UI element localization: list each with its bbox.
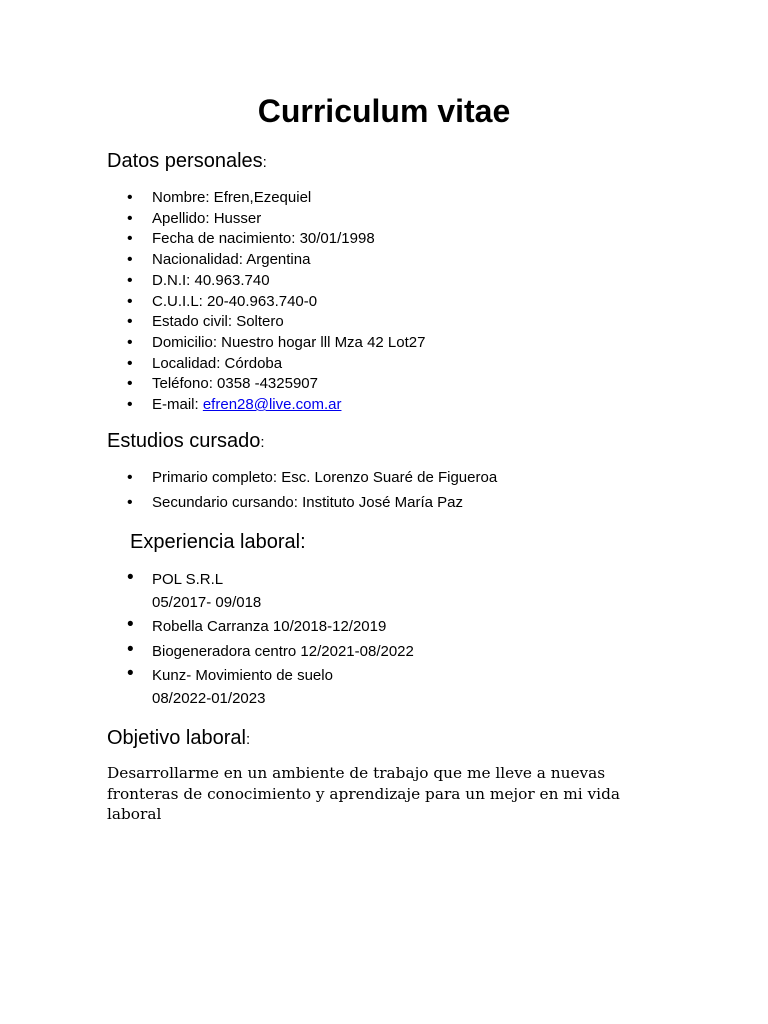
objective-heading-text: Objetivo laboral bbox=[107, 727, 246, 749]
list-item-fecha-nacimiento: • Fecha de nacimiento: 30/01/1998 bbox=[107, 229, 425, 250]
heading-colon: : bbox=[245, 731, 251, 748]
personal-data-list bbox=[107, 188, 425, 416]
list-item-email bbox=[107, 395, 425, 416]
list-item-localidad: • Localidad: Córdoba bbox=[107, 354, 425, 375]
personal-heading-text: Datos personales bbox=[107, 150, 263, 172]
section-heading-objective bbox=[107, 726, 250, 752]
list-item-telefono: • Teléfono: 0358 -4325907 bbox=[107, 374, 425, 395]
objective-paragraph: Desarrollarme en un ambiente de trabajo que me lleve a nuevas fronteras de conocimiento y aprendizaje para un mejor en mi vida laboral bbox=[107, 764, 620, 824]
section-heading-personal bbox=[107, 149, 267, 175]
experience-employer: • Kunz- Movimiento de suelo bbox=[152, 667, 333, 684]
section-heading-studies bbox=[107, 429, 265, 455]
experience-item bbox=[107, 569, 414, 614]
list-item-primario: • Primario completo: Esc. Lorenzo Suaré de Figueroa bbox=[107, 468, 497, 488]
list-item-apellido: • Apellido: Husser bbox=[107, 209, 425, 230]
experience-dates: 05/2017- 09/018 bbox=[152, 593, 262, 611]
list-item-dni: • D.N.I: 40.963.740 bbox=[107, 271, 425, 292]
section-heading-experience: Experiencia laboral: bbox=[130, 531, 306, 553]
email-link[interactable]: efren28@live.com.ar bbox=[202, 396, 342, 414]
list-item-domicilio: • Domicilio: Nuestro hogar lll Mza 42 Lot27 bbox=[107, 333, 425, 354]
experience-item bbox=[107, 665, 414, 710]
experience-item bbox=[107, 641, 414, 664]
studies-heading-text: Estudios cursado bbox=[107, 430, 261, 452]
experience-employer: • Biogeneradora centro 12/2021-08/2022 bbox=[152, 642, 414, 660]
experience-list bbox=[107, 569, 414, 712]
email-label: E-mail: bbox=[152, 396, 203, 414]
document-title: Curriculum vitae bbox=[257, 93, 511, 129]
list-item-cuil: • C.U.I.L: 20-40.963.740-0 bbox=[107, 292, 425, 313]
experience-employer: • Robella Carranza 10/2018-12/2019 bbox=[152, 618, 387, 635]
studies-list bbox=[107, 468, 497, 518]
heading-colon: : bbox=[262, 154, 267, 171]
heading-colon: : bbox=[260, 434, 265, 451]
list-item-secundario: • Secundario cursando: Instituto José María Paz bbox=[107, 493, 497, 513]
list-item-estado-civil: • Estado civil: Soltero bbox=[107, 312, 425, 333]
experience-item bbox=[107, 616, 414, 639]
list-item-nombre: • Nombre: Efren,Ezequiel bbox=[107, 188, 425, 209]
list-item-nacionalidad: • Nacionalidad: Argentina bbox=[107, 250, 425, 271]
experience-employer: • POL S.R.L bbox=[152, 571, 224, 588]
experience-dates: 08/2022-01/2023 bbox=[152, 689, 266, 707]
